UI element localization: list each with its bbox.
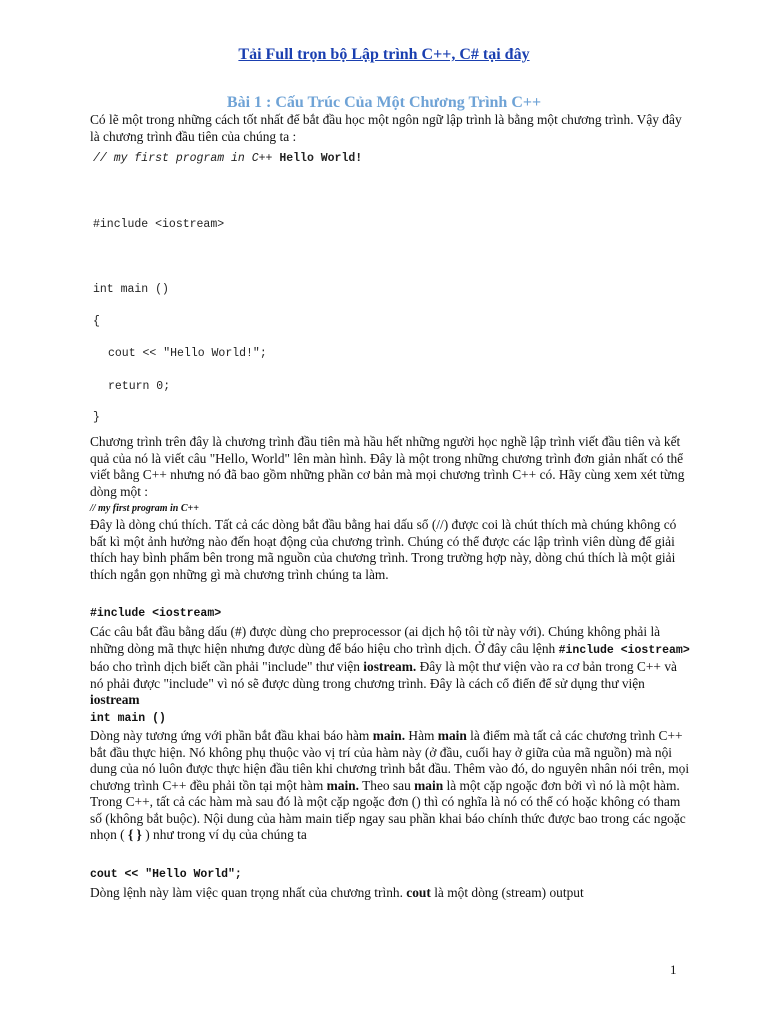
cout-section-label: cout << "Hello World"; <box>90 868 242 881</box>
code-main-line: int main () <box>93 283 169 296</box>
code-close-brace: } <box>93 411 100 424</box>
main-section-desc: Dòng này tương ứng với phần bắt đầu khai báo hàm main. Hàm main là điểm mà tất cả các chương trình C++ bắt đầu thực hiện. Nó không phụ thuộc vào vị trí của hàm này (ở đầu, cuối hay ở giữa của mã nguồn) mà nội dung của nó luôn được thực hiện đầu tiên khi chương trình bắt đầu. Thêm vào đó, do nguyên nhân nói trên, mọi chương trình C++ đều phải tồn tại một hàm main. Theo sau main là một cặp ngoặc đơn bởi vì nó là một hàm. Trong C++, tất cả các hàm mà sau đó là một cặp ngoặc đơn () thì có nghĩa là nó có thể có hoặc không có tham số (không bắt buộc). Nội dung của hàm main tiếp ngay sau phần khai báo chính thức được bao trong các ngoặc nhọn ( { } ) như trong ví dụ của chúng ta <box>90 728 690 842</box>
code-open-brace: { <box>93 315 100 328</box>
code-comment-line <box>93 152 362 165</box>
explanation-paragraph: Chương trình trên đây là chương trình đầu tiên mà hầu hết những người học nghề lập trình viết đầu tiên và kết quả của nó là viết câu "Hello, World" lên màn hình. Đây là một trong những chương trình đơn giản nhất có thể viết bằng C++ nhưng nó đã bao gồm những phần cơ bản mà mọi chương trình C++ có. Hãy cùng xem xét từng dòng một : <box>90 434 685 499</box>
lesson-title: Bài 1 : Cấu Trúc Của Một Chương Trình C++ <box>226 94 542 111</box>
cout-section-desc: Dòng lệnh này làm việc quan trọng nhất của chương trình. cout là một dòng (stream) output <box>90 885 584 900</box>
comment-section-desc: Đây là dòng chú thích. Tất cả các dòng bắt đầu bằng hai dấu sổ (//) được coi là chút thích mà chúng không có bất kì một ảnh hưởng nào đến hoạt động của chương trình. Chúng có thể được các lập trình viên dùng để giải thích hay bình phẩm bên trong mã nguồn của chương trình. Trong trường hợp này, dòng chú thích là một giải thích ngắn gọn những gì mà chương trình chúng ta làm. <box>90 517 677 582</box>
code-cout-line: cout << "Hello World!"; <box>108 347 267 360</box>
code-return-line: return 0; <box>108 380 171 393</box>
code-comment-text: // my first program in C++ <box>93 152 280 165</box>
code-include-line: #include <iostream> <box>93 218 225 231</box>
download-link[interactable]: Tải Full trọn bộ Lập trình C++, C# tại đây <box>238 46 530 63</box>
intro-paragraph: Có lẽ một trong những cách tốt nhất để bắt đầu học một ngôn ngữ lập trình là bằng một chương trình. Vậy đây là chương trình đầu tiên của chúng ta : <box>90 112 682 144</box>
code-comment-bold: Hello World! <box>279 152 363 165</box>
include-section-desc: Các câu bắt đầu bằng dấu (#) được dùng cho preprocessor (ai dịch hộ tôi từ này với). Chúng không phải là những dòng mã thực hiện nhưng được dùng để báo hiệu cho trình dịch. Ở đây câu lệnh #include <iostream> báo cho trình dịch biết cần phải "include" thư viện iostream. Đây là một thư viện vào ra cơ bản trong C++ và nó phải được "include" vì nó sẽ được dùng trong chương trình. Đây là cách cổ điển để sử dụng thư viện iostream <box>90 624 690 707</box>
comment-section-label: // my first program in C++ <box>90 503 199 514</box>
page-number: 1 <box>670 962 677 977</box>
main-section-label: int main () <box>90 712 166 725</box>
include-section-label: #include <iostream> <box>90 607 222 620</box>
